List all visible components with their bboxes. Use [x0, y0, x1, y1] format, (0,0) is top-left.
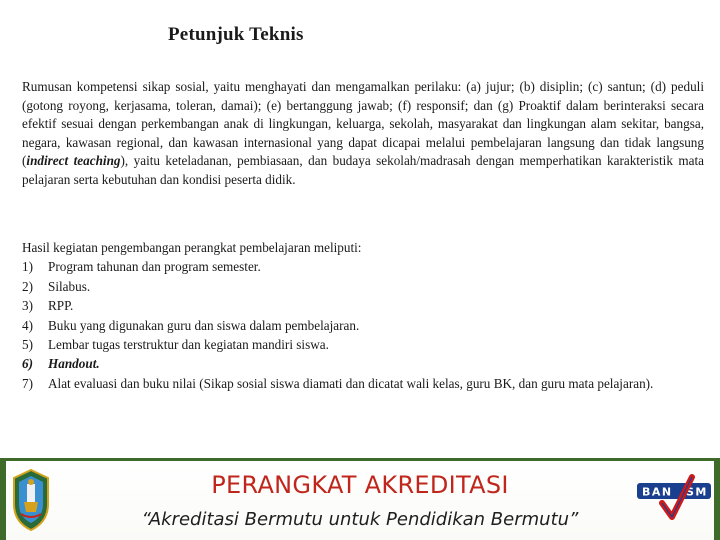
- list-item-number: 1): [22, 259, 33, 275]
- list-item-text: Lembar tugas terstruktur dan kegiatan mandiri siswa.: [48, 337, 329, 353]
- ban-logo-text-right: SM: [686, 485, 708, 499]
- page-title: Petunjuk Teknis: [168, 24, 304, 45]
- paragraph-text-before: Rumusan kompetensi sikap sosial, yaitu menghayati dan mengamalkan perilaku: (a) jujur; (b) disiplin; (c) santun; (d) peduli (gotong royong, kerjasama, toleran, damai); (e) bertanggung jawab; (f) responsif; dan (g) Proaktif dalam berinteraksi secara efektif sesuai dengan perkembangan anak di lingkungan, keluarga, sekolah, masyarakat dan lingkungan alam sekitar, bangsa, negara, kawasan regional, dan kawasan internasional yang dapat dicapai melalui pembelajaran langsung dan tidak langsung (: [22, 79, 704, 169]
- footer-banner: [0, 458, 720, 540]
- footer-left-border: [0, 458, 6, 540]
- list-item: [22, 277, 704, 296]
- list-item: [22, 257, 704, 276]
- list-intro: Hasil kegiatan pengembangan perangkat pembelajaran meliputi:: [22, 240, 362, 255]
- list-item-text: RPP.: [48, 298, 74, 314]
- list-item-text: Handout.: [48, 356, 100, 372]
- list-item: [22, 354, 704, 373]
- list-item-text: Silabus.: [48, 278, 91, 294]
- perangkat-list-block: [22, 238, 704, 393]
- list-item-number: 3): [22, 298, 33, 314]
- list-item-number: 4): [22, 317, 33, 333]
- list-item-text: Alat evaluasi dan buku nilai (Sikap sosial siswa diamati dan dicatat wali kelas, guru BK, dan guru mata pelajaran).: [48, 375, 654, 391]
- list-item-number: 5): [22, 337, 33, 353]
- footer-tagline: “Akreditasi Bermutu untuk Pendidikan Bermutu”: [141, 509, 579, 530]
- paragraph-emphasis: indirect teaching: [26, 153, 121, 169]
- ban-sm-checkmark-icon: [636, 473, 712, 525]
- ban-logo-text-left: BAN: [642, 485, 673, 499]
- list-item: [22, 296, 704, 315]
- perangkat-list: [22, 257, 704, 393]
- list-item-number: 7): [22, 375, 33, 391]
- list-item-text: Buku yang digunakan guru dan siswa dalam pembelajaran.: [48, 317, 360, 333]
- list-item-number: 6): [22, 356, 33, 372]
- list-item-text: Program tahunan dan program semester.: [48, 259, 261, 275]
- list-item-number: 2): [22, 278, 33, 294]
- list-item: [22, 335, 704, 354]
- list-item: [22, 316, 704, 335]
- footer-heading: PERANGKAT AKREDITASI: [211, 471, 509, 499]
- footer-right-border: [714, 458, 720, 540]
- sikap-sosial-paragraph: [22, 78, 704, 190]
- provincial-emblem-icon: [12, 468, 50, 532]
- list-item: [22, 374, 704, 393]
- paragraph-text-after: ), yaitu keteladanan, pembiasaan, dan budaya sekolah/madrasah dengan memperhatikan karakteristik mata pelajaran serta kebutuhan dan kondisi peserta didik.: [22, 153, 704, 187]
